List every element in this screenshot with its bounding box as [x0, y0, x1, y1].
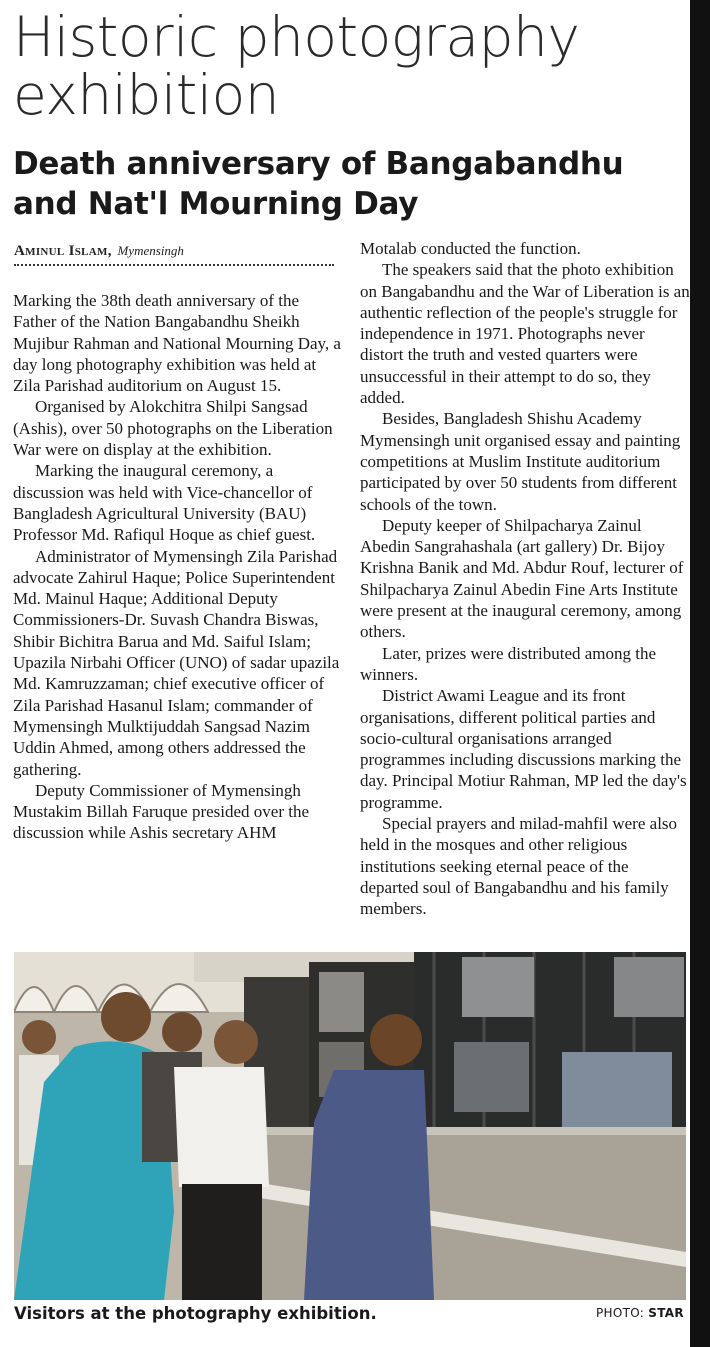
paragraph: Motalab conducted the function.	[360, 239, 581, 258]
photo-credit-source: STAR	[648, 1306, 684, 1320]
paragraph: Deputy keeper of Shilpacharya Zainul Abedin Sangrahashala (art gallery) Dr. Bijoy Krishna Banik and Md. Abdur Rouf, lecturer of Shilpacharya Zainul Abedin Fine Arts Institute were present at the inaugural ceremony, among others.	[360, 515, 684, 642]
article-column-2	[360, 238, 690, 920]
paragraph: The speakers said that the photo exhibition on Bangabandhu and the War of Liberation is an authentic reflection of the people's struggle for independence in 1971. Photographs never distort the truth and vested quarters were unsuccessful in their attempt to do so, they added.	[360, 260, 690, 408]
exhibition-photo	[14, 952, 686, 1300]
page-edge-bar	[690, 0, 710, 1347]
paragraph: Administrator of Mymensingh Zila Parishad advocate Zahirul Haque; Police Superintendent Md. Mainul Haque; Additional Deputy Commissioners-Dr. Suvash Chandra Biswas, Shibir Bichitra Barua and Md. Saiful Islam; Upazila Nirbahi Officer (UNO) of sadar upazila Md. Kamruzzaman; chief executive officer of Zila Parishad Hasanul Islam; commander of Mymensingh Mulktijuddah Sangsad Nazim Uddin Ahmed, among others addressed the gathering.	[13, 546, 340, 779]
paragraph: Organised by Alokchitra Shilpi Sangsad (Ashis), over 50 photographs on the Liberation War were on display at the exhibition.	[13, 397, 333, 460]
article-column-1	[13, 290, 341, 844]
paragraph: Special prayers and milad-mahfil were also held in the mosques and other religious institutions seeking eternal peace of the departed soul of Bangabandhu and his family members.	[360, 814, 678, 919]
headline: Historic photography exhibition	[13, 5, 580, 127]
photo-caption: Visitors at the photography exhibition.	[14, 1304, 377, 1323]
byline-divider	[14, 264, 334, 266]
paragraph: Deputy Commissioner of Mymensingh Mustakim Billah Faruque presided over the discussion while Ashis secretary AHM	[13, 780, 310, 843]
byline-location: Mymensingh	[117, 243, 184, 258]
byline-author: Aminul Islam,	[14, 243, 112, 259]
subheadline: Death anniversary of Bangabandhu and Nat'l Mourning Day	[13, 146, 624, 222]
paragraph: Marking the inaugural ceremony, a discussion was held with Vice-chancellor of Bangladesh Agricultural University (BAU) Professor Md. Rafiqul Hoque as chief guest.	[13, 461, 316, 545]
paragraph: Marking the 38th death anniversary of the Father of the Nation Bangabandhu Sheikh Mujibur Rahman and National Mourning Day, a day long photography exhibition was held at Zila Parishad auditorium on August 15.	[13, 291, 341, 396]
paragraph: Besides, Bangladesh Shishu Academy Mymensingh unit organised essay and painting competitions at Muslim Institute auditorium participated by over 50 students from different schools of the town.	[360, 409, 681, 514]
photo-credit	[596, 1306, 684, 1320]
photo-credit-prefix: PHOTO:	[596, 1306, 645, 1320]
paragraph: Later, prizes were distributed among the winners.	[360, 643, 657, 684]
byline	[14, 243, 184, 260]
paragraph: District Awami League and its front organisations, different political parties and socio-cultural organisations arranged programmes including discussions marking the day. Principal Motiur Rahman, MP led the day's programme.	[360, 686, 687, 812]
